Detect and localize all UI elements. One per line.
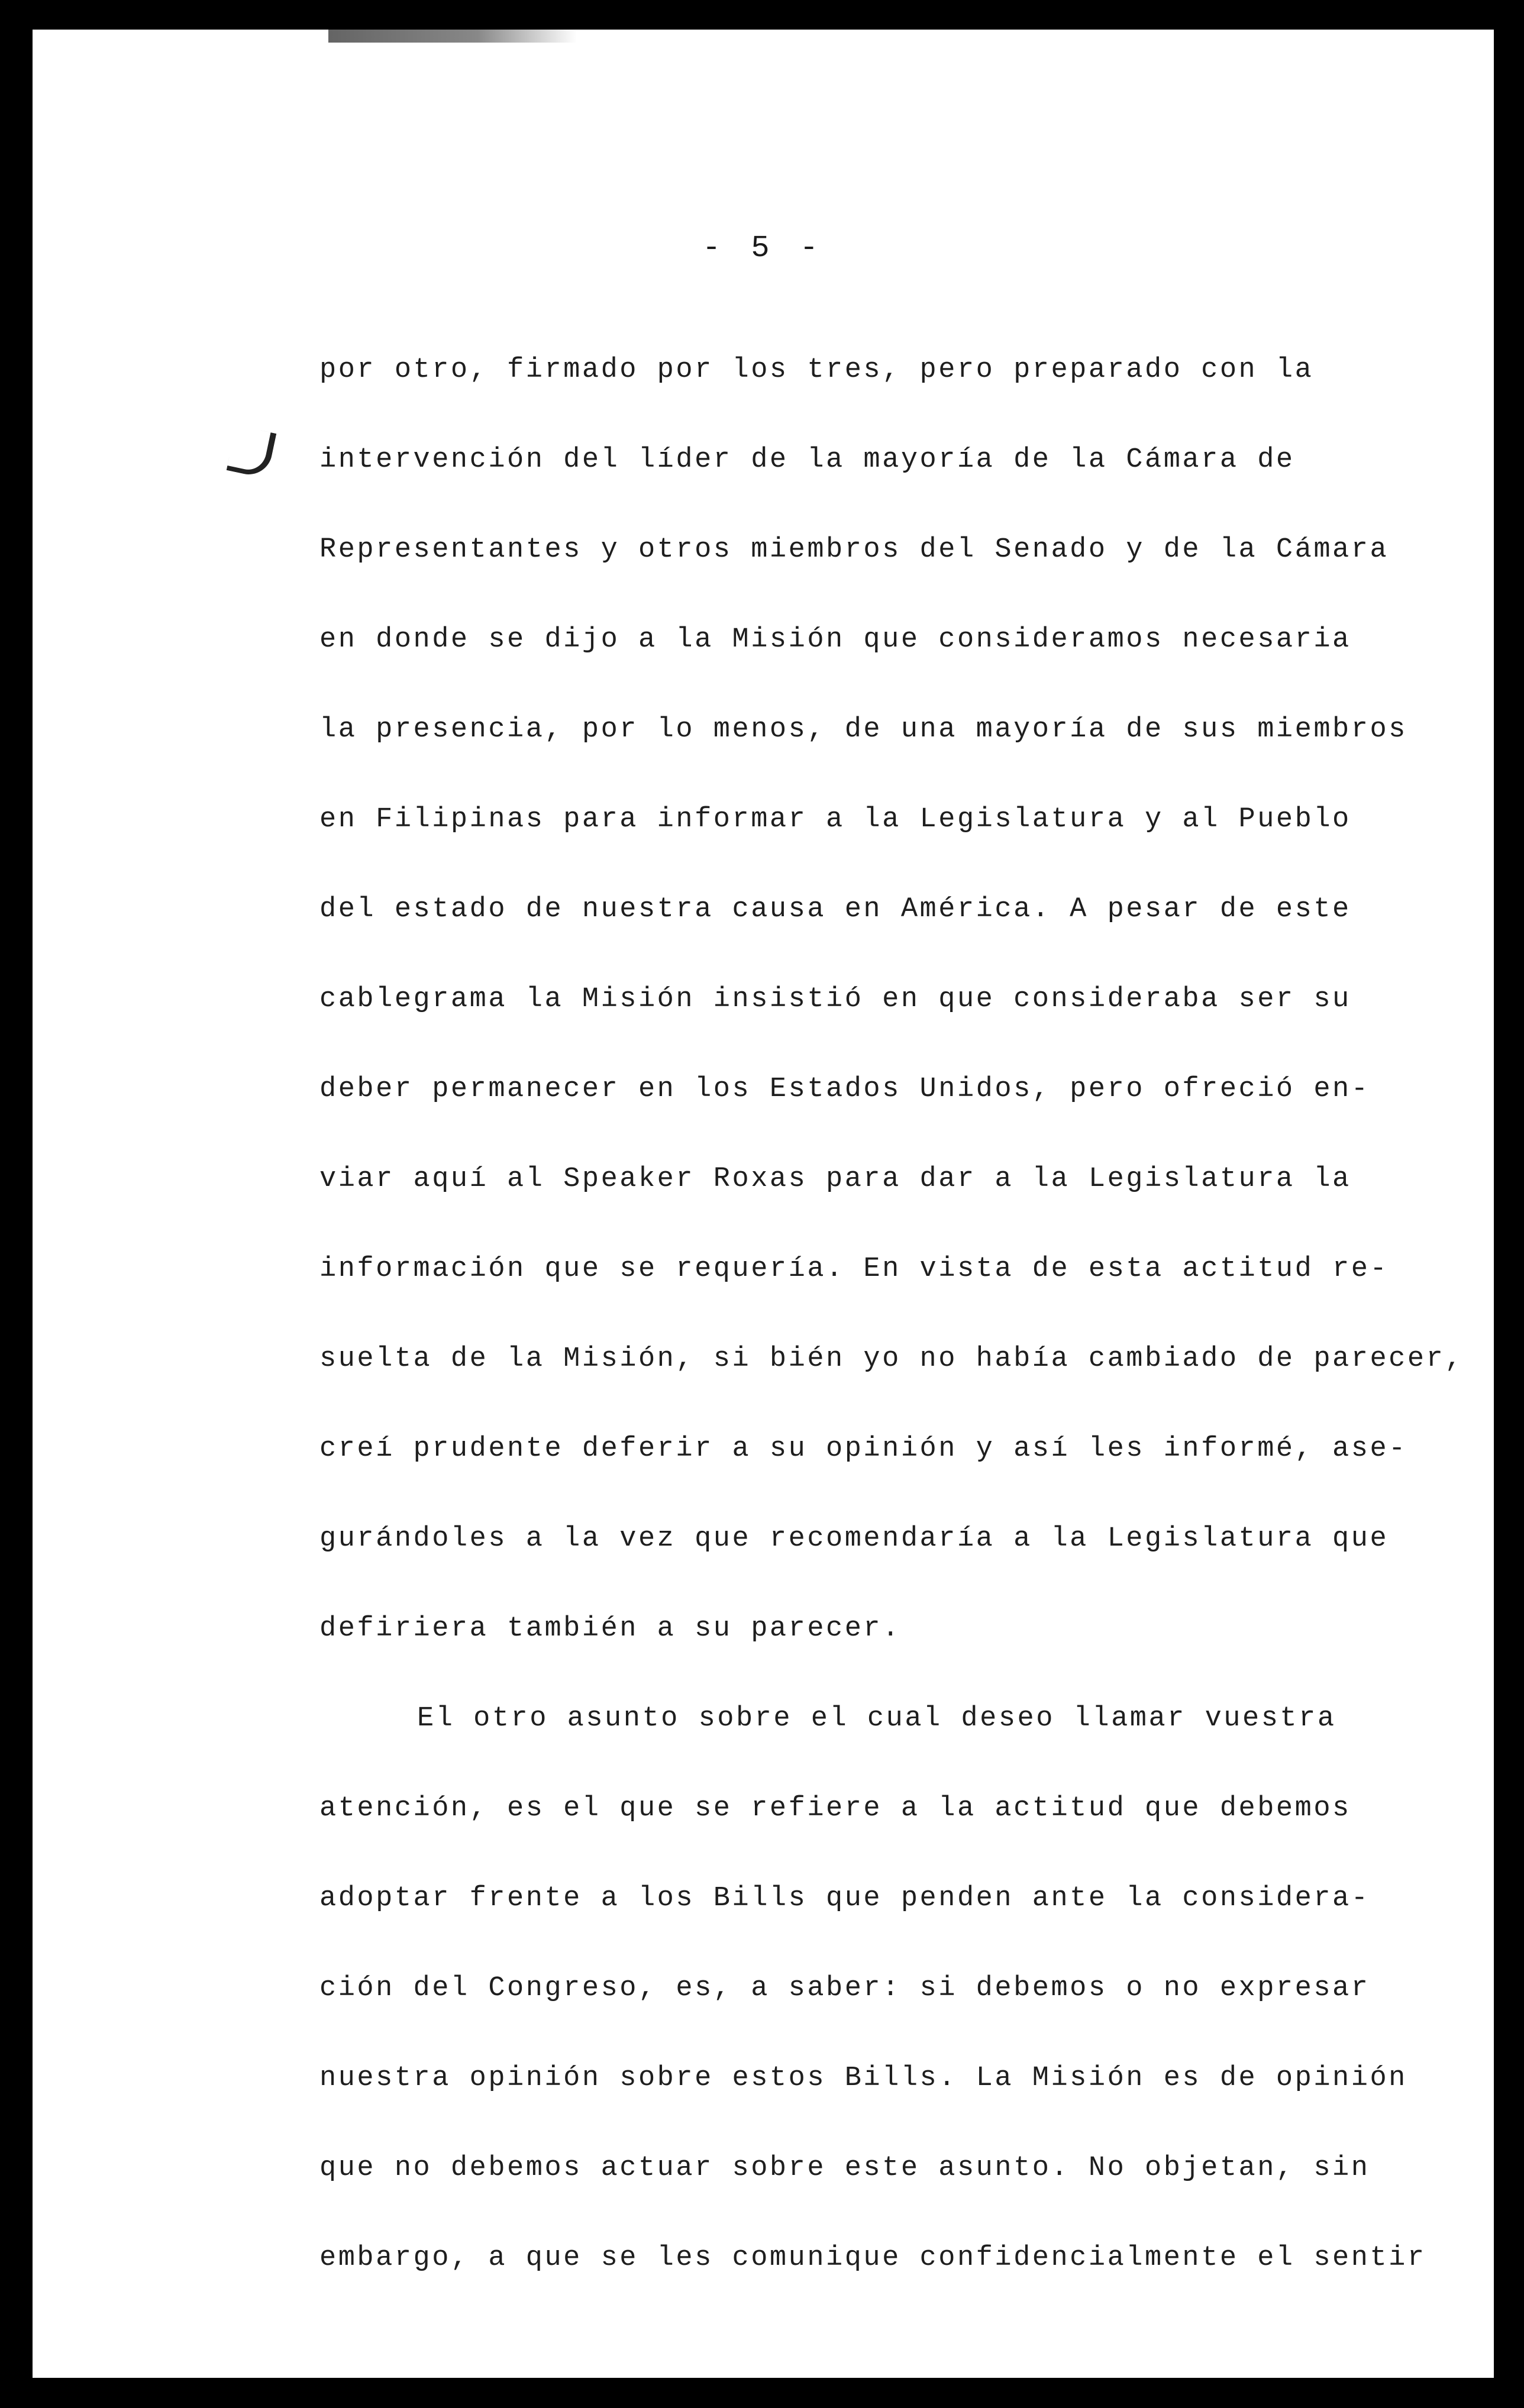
text-line: adoptar frente a los Bills que penden ante la considera- xyxy=(319,1883,1370,1914)
text-line: en Filipinas para informar a la Legislatura y al Pueblo xyxy=(319,804,1351,835)
text-line: suelta de la Misión, si bién yo no había cambiado de parecer, xyxy=(319,1343,1464,1375)
text-line: atención, es el que se refiere a la actitud que debemos xyxy=(319,1793,1351,1824)
text-line: Representantes y otros miembros del Senado y de la Cámara xyxy=(319,534,1389,565)
text-line: gurándoles a la vez que recomendaría a la Legislatura que xyxy=(319,1523,1389,1554)
text-line: viar aquí al Speaker Roxas para dar a la Legislatura la xyxy=(319,1163,1351,1195)
page-number: - 5 - xyxy=(702,231,825,266)
scan-smudge xyxy=(328,30,577,43)
text-line: del estado de nuestra causa en América. A pesar de este xyxy=(319,894,1351,925)
text-line: defiriera también a su parecer. xyxy=(319,1613,901,1644)
text-line: creí prudente deferir a su opinión y así les informé, ase- xyxy=(319,1433,1407,1465)
text-line: nuestra opinión sobre estos Bills. La Misión es de opinión xyxy=(319,2063,1407,2094)
text-line: ción del Congreso, es, a saber: si debemos o no expresar xyxy=(319,1973,1370,2004)
text-line: en donde se dijo a la Misión que consideramos necesaria xyxy=(319,624,1351,655)
text-line: cablegrama la Misión insistió en que consideraba ser su xyxy=(319,984,1351,1015)
text-line: la presencia, por lo menos, de una mayoría de sus miembros xyxy=(319,714,1407,745)
text-line: por otro, firmado por los tres, pero preparado con la xyxy=(319,354,1314,386)
handwritten-margin-mark xyxy=(227,425,277,479)
text-line: embargo, a que se les comunique confidencialmente el sentir xyxy=(319,2242,1426,2274)
text-line: El otro asunto sobre el cual deseo llamar vuestra xyxy=(417,1703,1336,1734)
document-page xyxy=(33,30,1494,2378)
text-line: deber permanecer en los Estados Unidos, pero ofreció en- xyxy=(319,1074,1370,1105)
text-line: información que se requería. En vista de esta actitud re- xyxy=(319,1253,1389,1285)
text-line: que no debemos actuar sobre este asunto. No objetan, sin xyxy=(319,2152,1370,2184)
text-line: intervención del líder de la mayoría de la Cámara de xyxy=(319,444,1295,476)
document-body xyxy=(319,325,1464,2303)
